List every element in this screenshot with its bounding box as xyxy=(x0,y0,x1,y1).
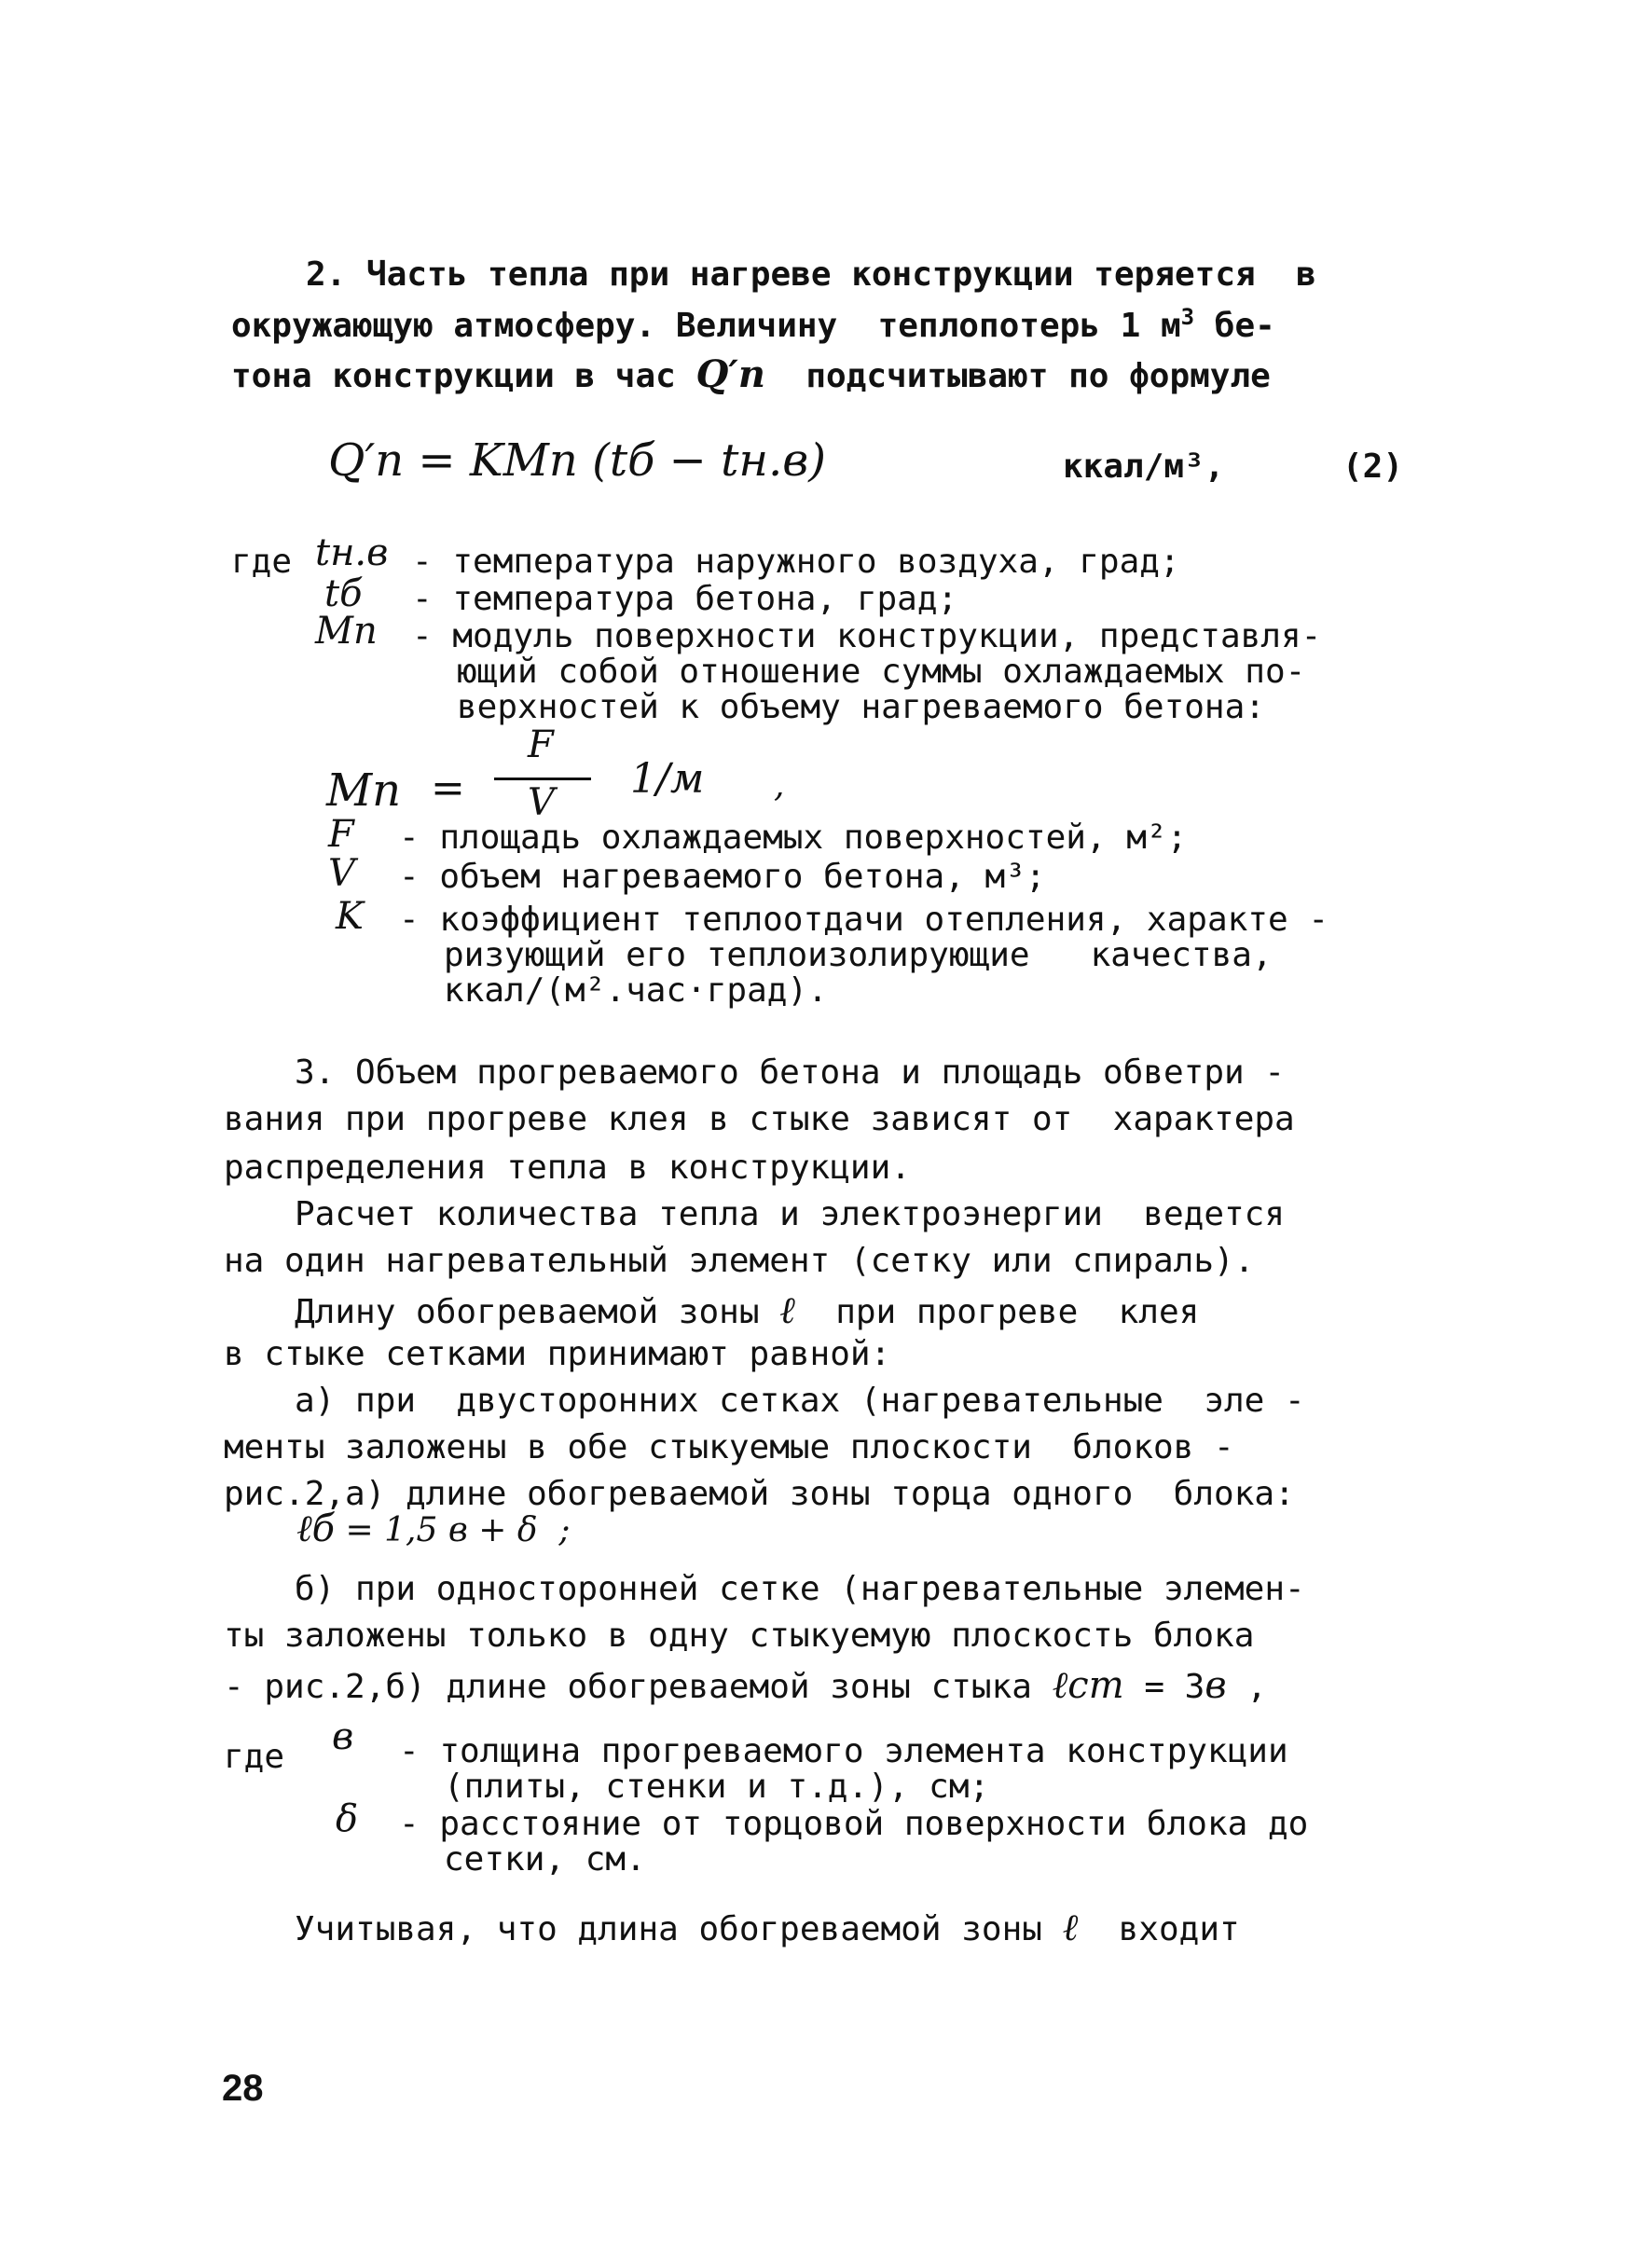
where3-b-desc-2: (плиты, стенки и т.д.), см; xyxy=(444,1768,990,1806)
p2-line2-text: окружающую атмосферу. Величину теплопотерь 1 м xyxy=(231,307,1181,345)
where3-b-desc-1: - толщина прогреваемого элемента конструкции xyxy=(399,1732,1288,1770)
formula-mp-unit: 1/м xyxy=(630,755,705,803)
where1-mp-desc-1: - модуль поверхности конструкции, представля- xyxy=(412,617,1322,655)
p2-line3 xyxy=(231,352,1271,396)
where2-k-symbol: K xyxy=(336,895,364,938)
where2-v-desc: - объем нагреваемого бетона, м³; xyxy=(399,858,1046,896)
p2-line3-b: подсчитывают по формуле xyxy=(764,357,1271,395)
p2-line3-a: тона конструкции в час xyxy=(231,357,696,395)
formula-mp-denominator: V xyxy=(528,781,555,824)
p3-line3: распределения тепла в конструкции. xyxy=(224,1149,911,1187)
p6-line1-a: Учитывая, что длина обогреваемой зоны xyxy=(295,1910,1063,1948)
pb-line1: б) при односторонней сетке (нагревательные элемен- xyxy=(295,1570,1305,1608)
formula-mp-lhs: Mп xyxy=(326,764,402,817)
pb-line3 xyxy=(224,1663,1267,1707)
p5-line1 xyxy=(295,1288,1199,1332)
where3-d-desc-2: сетки, см. xyxy=(444,1840,646,1879)
pb-line2: ты заложены только в одну стыкуемую плоскость блока xyxy=(224,1617,1255,1655)
p5-line1-symbol: ℓ xyxy=(779,1289,795,1332)
where1-mp-symbol: Mп xyxy=(315,610,378,653)
pb-line3-symbol: ℓст xyxy=(1052,1664,1124,1707)
p5-line1-b: при прогреве клея xyxy=(794,1293,1200,1331)
pb-line3-c: , xyxy=(1226,1668,1267,1706)
where3-intro: где xyxy=(224,1738,285,1776)
pa-line2: менты заложены в обе стыкуемые плоскости блоков - xyxy=(224,1428,1234,1466)
p5-line2: в стыке сетками принимают равной: xyxy=(224,1335,891,1373)
formula-mp-fraction-bar xyxy=(494,778,591,780)
p3-line2: вания при прогреве клея в стыке зависят от характера xyxy=(224,1100,1295,1138)
pa-line3: рис.2,а) длине обогреваемой зоны торца одного блока: xyxy=(224,1475,1295,1513)
formula-mp-eq: = xyxy=(431,764,465,812)
where1-mp-desc-3: верхностей к объему нагреваемого бетона: xyxy=(457,688,1265,726)
where2-v-symbol: V xyxy=(328,852,355,895)
pa-line1: а) при двусторонних сетках (нагревательные эле - xyxy=(295,1382,1305,1420)
p2-line3-symbol: Q′п xyxy=(695,352,765,396)
formula-mp-comma: , xyxy=(774,766,785,805)
p6-line1-symbol: ℓ xyxy=(1062,1906,1079,1949)
p3-line1: 3. Объем прогреваемого бетона и площадь обветри - xyxy=(295,1053,1286,1092)
pa-formula-symbol: ℓб xyxy=(296,1507,336,1550)
p2-line2-sup: 3 xyxy=(1180,304,1195,330)
where1-tnv-desc: - температура наружного воздуха, град; xyxy=(412,543,1180,581)
formula2-unit: ккал/м³, xyxy=(1063,447,1225,486)
where3-b-symbol: в xyxy=(332,1715,354,1758)
formula-mp-numerator: F xyxy=(528,723,554,766)
p6-line1 xyxy=(295,1906,1240,1949)
pa-formula xyxy=(296,1507,571,1550)
where1-tnv-symbol: tн.в xyxy=(315,531,389,574)
page-number: 28 xyxy=(222,2068,264,2109)
where1-tb-symbol: tб xyxy=(324,572,363,615)
pb-line3-a: - рис.2,б) длине обогреваемой зоны стыка xyxy=(224,1668,1053,1706)
p4-line1: Расчет количества тепла и электроэнергии ведется xyxy=(295,1195,1286,1233)
p4-line2: на один нагревательный элемент (сетку или спираль). xyxy=(224,1242,1255,1280)
formula2-number: (2) xyxy=(1342,447,1404,486)
where2-k-desc-2: ризующий его теплоизолирующие качества, xyxy=(444,936,1273,974)
where2-k-desc-3: ккал/(м².час·град). xyxy=(444,971,828,1010)
where1-tb-desc: - температура бетона, град; xyxy=(412,580,958,618)
formula2-rhs: = KMп (tб − tн.в) xyxy=(404,434,826,487)
where3-d-symbol: δ xyxy=(336,1797,359,1840)
where2-f-desc: - площадь охлаждаемых поверхностей, м²; xyxy=(399,819,1188,857)
where1-intro: где xyxy=(231,543,293,581)
p6-line1-b: входит xyxy=(1078,1910,1240,1948)
formula2 xyxy=(328,434,826,487)
p2-line2-end: бе- xyxy=(1194,307,1275,345)
pb-line3-b: = 3 xyxy=(1123,1668,1205,1706)
p2-line2 xyxy=(231,304,1275,345)
where2-f-symbol: F xyxy=(328,813,354,856)
pb-line3-symbol2: в xyxy=(1205,1664,1227,1707)
pa-formula-rest: = 1,5 в + δ ; xyxy=(335,1511,571,1549)
p2-line1: 2. Часть тепла при нагреве конструкции теряется в xyxy=(306,255,1316,294)
where3-d-desc-1: - расстояние от торцовой поверхности блока до xyxy=(399,1805,1309,1843)
formula2-lhs: Q′п xyxy=(328,434,405,487)
where1-mp-desc-2: ющий собой отношение суммы охлаждаемых по- xyxy=(457,653,1306,691)
p5-line1-a: Длину обогреваемой зоны xyxy=(295,1293,780,1331)
where2-k-desc-1: - коэффициент теплоотдачи отепления, характе - xyxy=(399,901,1328,939)
